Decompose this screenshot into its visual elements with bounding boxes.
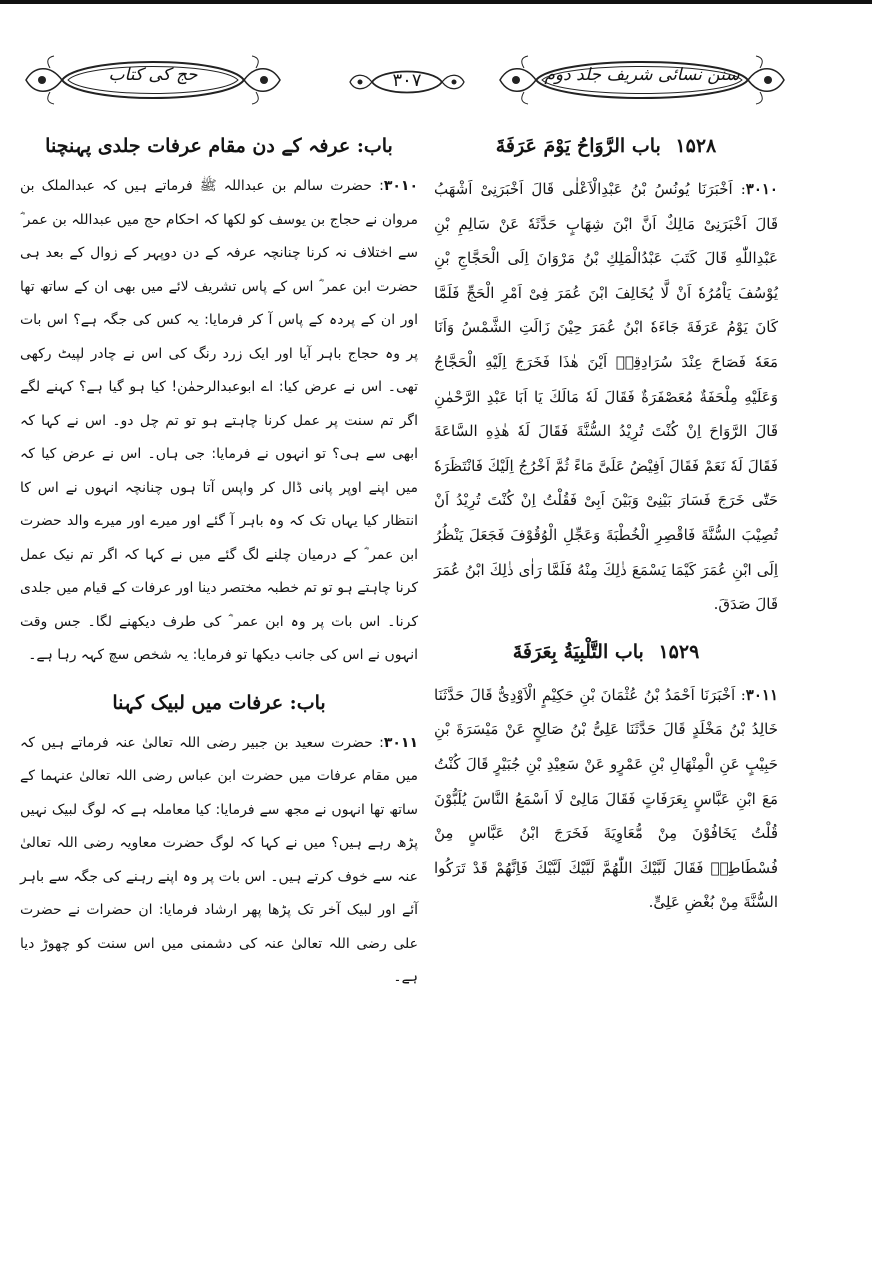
arabic-section-title: باب الرَّوَاحُ يَوْمَ عَرَفَةَ: [495, 135, 661, 157]
hadith-number: ۳۰۱۱: [383, 734, 418, 751]
arabic-section-heading: [434, 636, 778, 668]
arabic-section-heading: [434, 130, 778, 162]
arabic-hadith: ۳۰۱۱: اَخْبَرَنَا اَحْمَدُ بْنُ عُثْمَانَ بْنِ حَكِيْمٍ الْاَوْدِىُّ قَالَ حَدَّثَنَا خَالِدُ بْنُ مَخْلَدٍ قَالَ حَدَّثَنَا عَلِىُّ بْنُ صَالِحٍ عَنْ مَيْسَرَةَ بْنِ حَبِيْبٍ عَنِ الْمِنْهَالِ بْنِ عَمْرٍو عَنْ سَعِيْدِ بْنِ جُبَيْرٍ قَالَ كُنْتُ مَعَ ابْنِ عَبَّاسٍ بِعَرَفَاتٍ فَقَالَ مَالِىْ لَا اَسْمَعُ النَّاسَ يُلَبُّوْنَ قُلْتُ يَخَافُوْنَ مِنْ مُّعَاوِيَةَ فَخَرَجَ ابْنُ عَبَّاسٍ مِنْ فُسْطَاطِهٖ فَقَالَ لَبَّيْكَ اللّٰهُمَّ لَبَّيْكَ لَبَّيْكَ فَاِنَّهُمْ قَدْ تَرَكُوا السُّنَّةَ مِنْ بُغْضِ عَلِىٍّ.: [434, 685, 779, 912]
book-title-banner: [496, 52, 788, 108]
urdu-column: [20, 130, 418, 995]
page-number-frame: [348, 64, 466, 100]
urdu-translation-text: حضرت سعید بن جبیر رضی اللہ تعالیٰ عنہ فرماتے ہیں کہ میں مقام عرفات میں حضرت ابن عباس رضی اللہ تعالیٰ عنہما کے ساتھ تھا انہوں نے مجھ سے فرمایا: کیا معاملہ ہے کہ لوگ لبیک نہیں پڑھ رہے ہیں؟ میں نے کہا کہ لوگ حضرت معاویہ رضی اللہ تعالیٰ عنہ سے خوف کرتے ہیں۔ اس بات پر وہ اپنے رہنے کی جگہ سے باہر آئے اور لبیک آخر تک پڑھا پھر ارشاد فرمایا: ان حضرات نے حضرت علی رضی اللہ تعالیٰ عنہ کی دشمنی میں اس سنت کو چھوڑ دیا ہے۔: [20, 734, 418, 985]
book-title: سنن نسائی شریف جلد دوم: [544, 65, 740, 85]
arabic-column: [434, 130, 778, 920]
hadith-number: ۳۰۱۰: [745, 180, 778, 198]
arabic-hadith: ۳۰۱۰: اَخْبَرَنَا يُونُسُ بْنُ عَبْدِالْاَعْلٰى قَالَ اَخْبَرَنِىْ اَشْهَبُ قَالَ اَخْبَرَنِىْ مَالِكٌ اَنَّ ابْنَ شِهَابٍ حَدَّثَهٗ عَنْ سَالِمِ بْنِ عَبْدِاللّٰهِ قَالَ كَتَبَ عَبْدُالْمَلِكِ بْنُ مَرْوَانَ اِلَى الْحَجَّاجِ بْنِ يُوْسُفَ يَاْمُرُهٗ اَنْ لَّا يُخَالِفَ ابْنَ عُمَرَ فِىْ اَمْرِ الْحَجِّ فَلَمَّا كَانَ يَوْمُ عَرَفَةَ جَاءَهٗ ابْنُ عُمَرَ حِيْنَ زَالَتِ الشَّمْسُ وَاَنَا مَعَهٗ فَصَاحَ عِنْدَ سُرَادِقِهٖ اَيْنَ هٰذَا فَخَرَجَ اِلَيْهِ الْحَجَّاجُ وَعَلَيْهِ مِلْحَفَةٌ مُعَصْفَرَةٌ فَقَالَ لَهٗ مَالَكَ يَا اَبَا عَبْدِ الرَّحْمٰنِ قَالَ الرَّوَاحَ اِنْ كُنْتَ تُرِيْدُ السُّنَّةَ فَقَالَ لَهٗ هٰذِهِ السَّاعَةَ فَقَالَ لَهٗ نَعَمْ فَقَالَ اَفِيْضُ عَلَىَّ مَاءً ثُمَّ اَخْرُجُ اِلَيْكَ فَانْتَظَرَهٗ حَتّٰى خَرَجَ فَسَارَ بَيْنِىْ وَبَيْنَ اَبِىْ فَقُلْتُ اِنْ كُنْتَ تُرِيْدُ اَنْ تُصِيْبَ السُّنَّةَ فَاقْصِرِ الْخُطْبَةَ وَعَجِّلِ الْوُقُوْفَ فَجَعَلَ يَنْظُرُ اِلَى ابْنِ عُمَرَ كَيْمَا يَسْمَعَ ذٰلِكَ مِنْهُ فَلَمَّا رَاٰى ذٰلِكَ ابْنُ عُمَرَ قَالَ صَدَقَ.: [434, 180, 778, 614]
arabic-hadith-text: اَخْبَرَنَا اَحْمَدُ بْنُ عُثْمَانَ بْنِ حَكِيْمٍ الْاَوْدِىُّ قَالَ حَدَّثَنَا خَالِدُ بْنُ مَخْلَدٍ قَالَ حَدَّثَنَا عَلِىُّ بْنُ صَالِحٍ عَنْ مَيْسَرَةَ بْنِ حَبِيْبٍ عَنِ الْمِنْهَالِ بْنِ عَمْرٍو عَنْ سَعِيْدِ بْنِ جُبَيْرٍ قَالَ كُنْتُ مَعَ ابْنِ عَبَّاسٍ بِعَرَفَاتٍ فَقَالَ مَالِىْ لَا اَسْمَعُ النَّاسَ يُلَبُّوْنَ قُلْتُ يَخَافُوْنَ مِنْ مُّعَاوِيَةَ فَخَرَجَ ابْنُ عَبَّاسٍ مِنْ فُسْطَاطِهٖ فَقَالَ لَبَّيْكَ اللّٰهُمَّ لَبَّيْكَ لَبَّيْكَ فَاِنَّهُمْ قَدْ تَرَكُوا السُّنَّةَ مِنْ بُغْضِ عَلِىٍّ.: [434, 685, 778, 912]
page-number: ۳۰۷: [392, 70, 422, 91]
arabic-section-title: باب التَّلْبِيَةُ بِعَرَفَةَ: [512, 640, 644, 663]
chapter-title: حج کی کتاب: [108, 65, 198, 85]
arabic-hadith-text: اَخْبَرَنَا يُونُسُ بْنُ عَبْدِالْاَعْلٰى قَالَ اَخْبَرَنِىْ اَشْهَبُ قَالَ اَخْبَرَنِىْ مَالِكٌ اَنَّ ابْنَ شِهَابٍ حَدَّثَهٗ عَنْ سَالِمِ بْنِ عَبْدِاللّٰهِ قَالَ كَتَبَ عَبْدُالْمَلِكِ بْنُ مَرْوَانَ اِلَى الْحَجَّاجِ بْنِ يُوْسُفَ يَاْمُرُهٗ اَنْ لَّا يُخَالِفَ ابْنَ عُمَرَ فِىْ اَمْرِ الْحَجِّ فَلَمَّا كَانَ يَوْمُ عَرَفَةَ جَاءَهٗ ابْنُ عُمَرَ حِيْنَ زَالَتِ الشَّمْسُ وَاَنَا مَعَهٗ فَصَاحَ عِنْدَ سُرَادِقِهٖ اَيْنَ هٰذَا فَخَرَجَ اِلَيْهِ الْحَجَّاجُ وَعَلَيْهِ مِلْحَفَةٌ مُعَصْفَرَةٌ فَقَالَ لَهٗ مَالَكَ يَا اَبَا عَبْدِ الرَّحْمٰنِ قَالَ الرَّوَاحَ اِنْ كُنْتَ تُرِيْدُ السُّنَّةَ فَقَالَ لَهٗ هٰذِهِ السَّاعَةَ فَقَالَ لَهٗ نَعَمْ فَقَالَ اَفِيْضُ عَلَىَّ مَاءً ثُمَّ اَخْرُجُ اِلَيْكَ فَانْتَظَرَهٗ حَتّٰى خَرَجَ فَسَارَ بَيْنِىْ وَبَيْنَ اَبِىْ فَقُلْتُ اِنْ كُنْتَ تُرِيْدُ اَنْ تُصِيْبَ السُّنَّةَ فَاقْصِرِ الْخُطْبَةَ وَعَجِّلِ الْوُقُوْفَ فَجَعَلَ يَنْظُرُ اِلَى ابْنِ عُمَرَ كَيْمَا يَسْمَعَ ذٰلِكَ مِنْهُ فَلَمَّا رَاٰى ذٰلِكَ ابْنُ عُمَرَ قَالَ صَدَقَ.: [434, 180, 778, 614]
chapter-title-banner: [22, 52, 284, 108]
urdu-translation: ۳۰۱۰: حضرت سالم بن عبداللہ ﷺ فرماتے ہیں کہ عبدالملک بن مروان نے حجاج بن یوسف کو لکھا کہ احکام حج میں عبداللہ بن عمر ؓ سے اختلاف نہ کرنا چنانچہ عرفہ کے دن دوپہر کے زوال کے بعد ہی حضرت ابن عمر ؓ اس کے پاس تشریف لائے میں بھی ان کے ساتھ تھا اور ان کے پردہ کے پاس آ کر فرمایا: یہ کس کی جگہ ہے؟ اس بات پر وہ حجاج باہر آیا اور ایک زرد رنگ کی اس نے چادر لپیٹ رکھی تھی۔ اس نے عرض کیا: اے ابوعبدالرحمٰن! کیا ہو گیا ہے؟ کہنے لگے اگر تم سنت پر عمل کرنا چاہتے ہو تو تم چل دو۔ اس نے کہا کہ ابھی سے ہی؟ تو انہوں نے فرمایا: جی ہاں۔ اس نے عرض کیا کہ میں اپنے اوپر پانی ڈال کر واپس آتا ہوں چنانچہ انہوں نے اس کا انتظار کیا یہاں تک کہ وہ باہر آ گئے اور میرے اور میرے والد حضرت ابن عمر ؓ کے درمیان چلنے لگ گئے میں نے کہا کہ اگر تم نیک عمل کرنا چاہتے ہو تو تم خطبہ مختصر دینا اور عرفات کے قیام میں جلدی کرنا۔ اس بات پر وہ ابن عمر ؓ کی طرف دیکھنے لگا۔ جس وقت انہوں نے اس کی جانب دیکھا تو فرمایا: یہ شخص سچ کہہ رہا ہے۔: [20, 178, 418, 663]
hadith-number: ۳۰۱۱: [745, 685, 779, 704]
hadith-number: ۳۰۱۰: [383, 178, 418, 194]
urdu-translation-text: حضرت سالم بن عبداللہ ﷺ فرماتے ہیں کہ عبدالملک بن مروان نے حجاج بن یوسف کو لکھا کہ احکام حج میں عبداللہ بن عمر ؓ سے اختلاف نہ کرنا چنانچہ عرفہ کے دن دوپہر کے زوال کے بعد ہی حضرت ابن عمر ؓ اس کے پاس تشریف لائے میں بھی ان کے ساتھ تھا اور ان کے پردہ کے پاس آ کر فرمایا: یہ کس کی جگہ ہے؟ اس بات پر وہ حجاج باہر آیا اور ایک زرد رنگ کی اس نے چادر لپیٹ رکھی تھی۔ اس نے عرض کیا: اے ابوعبدالرحمٰن! کیا ہو گیا ہے؟ کہنے لگے اگر تم سنت پر عمل کرنا چاہتے ہو تو تم چل دو۔ اس نے کہا کہ ابھی سے ہی؟ تو انہوں نے فرمایا: جی ہاں۔ اس نے عرض کیا کہ میں اپنے اوپر پانی ڈال کر واپس آتا ہوں چنانچہ انہوں نے اس کا انتظار کیا یہاں تک کہ وہ باہر آ گئے اور میرے اور میرے والد حضرت ابن عمر ؓ کے درمیان چلنے لگ گئے میں نے کہا کہ اگر تم نیک عمل کرنا چاہتے ہو تو تم خطبہ مختصر دینا اور عرفات کے قیام میں جلدی کرنا۔ اس بات پر وہ ابن عمر ؓ کی طرف دیکھنے لگا۔ جس وقت انہوں نے اس کی جانب دیکھا تو فرمایا: یہ شخص سچ کہہ رہا ہے۔: [20, 178, 418, 663]
arabic-section-number: ۱۵۲۸: [675, 135, 717, 157]
urdu-section-heading: باب: عرفہ کے دن مقام عرفات جلدی پہنچنا: [45, 135, 393, 157]
urdu-translation: ۳۰۱۱: حضرت سعید بن جبیر رضی اللہ تعالیٰ عنہ فرماتے ہیں کہ میں مقام عرفات میں حضرت ابن عباس رضی اللہ تعالیٰ عنہما کے ساتھ تھا انہوں نے مجھ سے فرمایا: کیا معاملہ ہے کہ لوگ لبیک نہیں پڑھ رہے ہیں؟ میں نے کہا کہ لوگ حضرت معاویہ رضی اللہ تعالیٰ عنہ سے خوف کرتے ہیں۔ اس بات پر وہ اپنے رہنے کی جگہ سے باہر آئے اور لبیک آخر تک پڑھا پھر ارشاد فرمایا: ان حضرات نے حضرت علی رضی اللہ تعالیٰ عنہ کی دشمنی میں اس سنت کو چھوڑ دیا ہے۔: [20, 734, 418, 985]
top-border: [0, 0, 872, 4]
arabic-section-number: ۱۵۲۹: [658, 640, 700, 663]
urdu-section-heading: باب: عرفات میں لبیک کہنا: [112, 691, 326, 714]
